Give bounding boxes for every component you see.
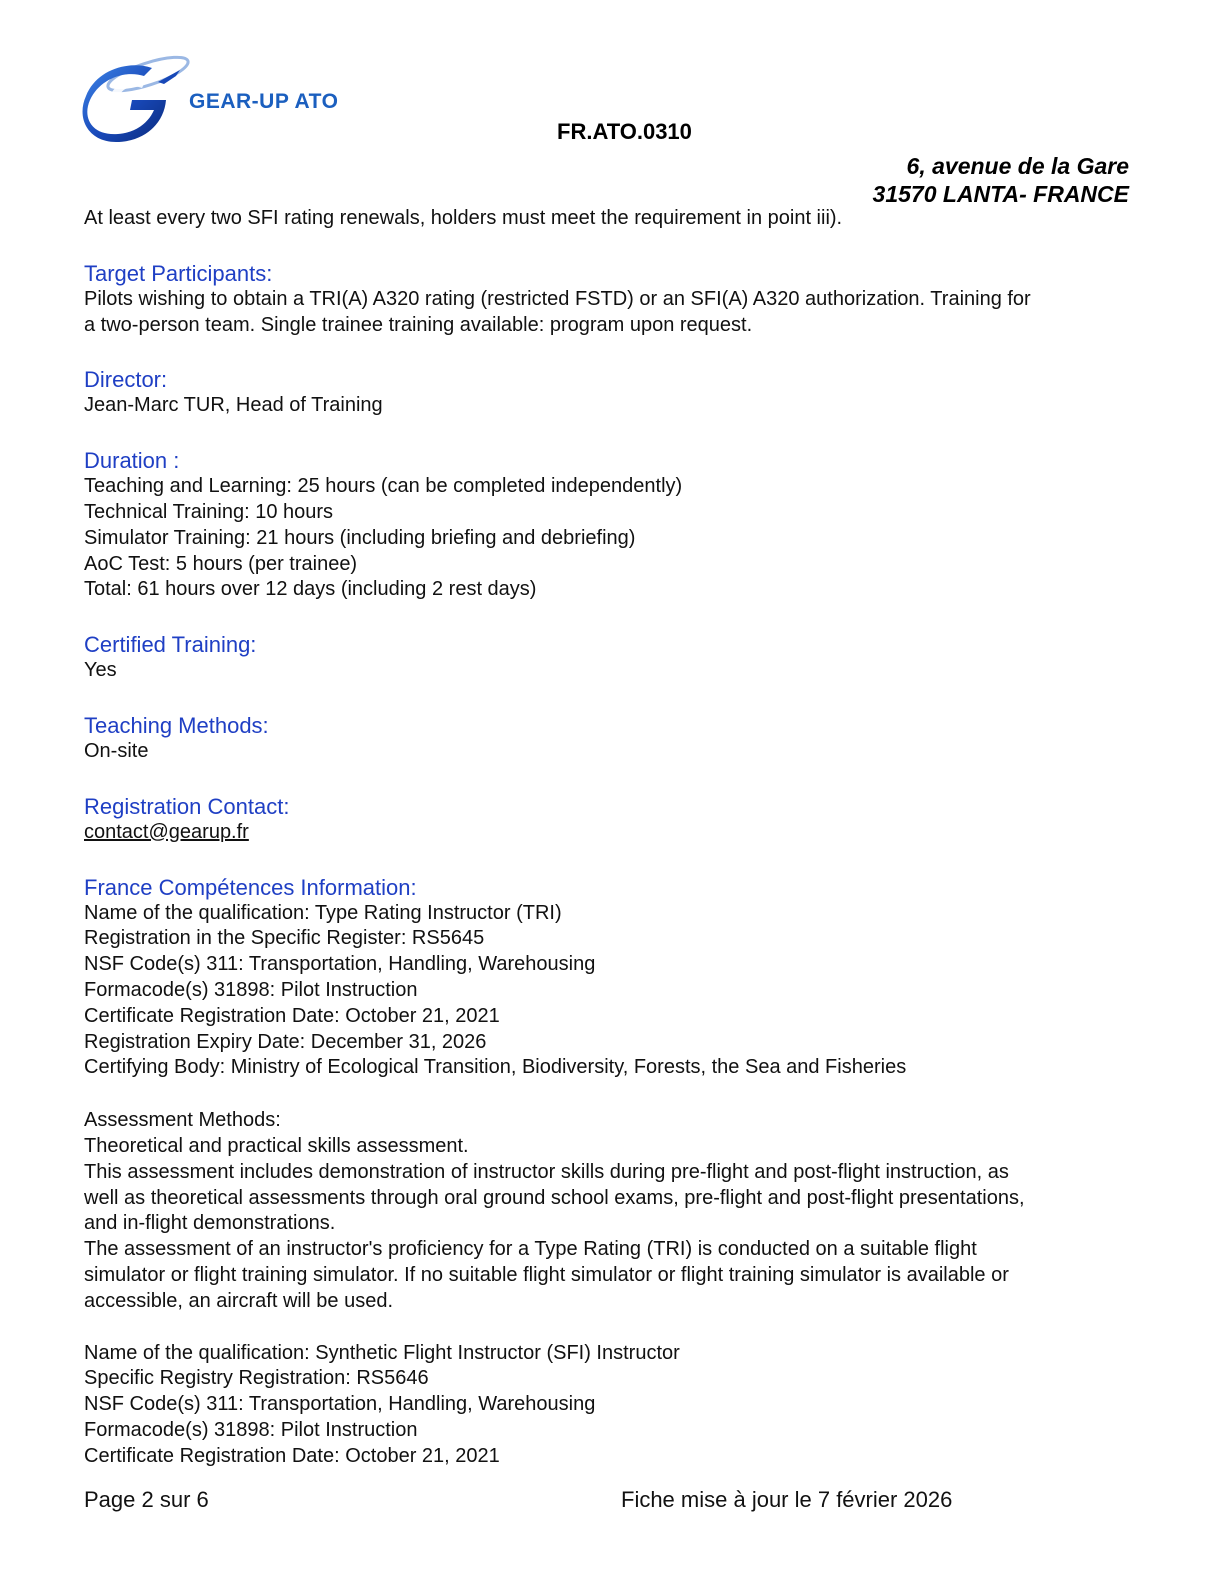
body-line: Teaching and Learning: 25 hours (can be completed independently) xyxy=(84,475,683,498)
body-line: Yes xyxy=(84,659,117,682)
intro-line: At least every two SFI rating renewals, holders must meet the requirement in point iii). xyxy=(84,207,843,229)
logo-text: GEAR-UP ATO xyxy=(189,90,339,113)
body-line: Registration Expiry Date: December 31, 2026 xyxy=(84,1030,487,1053)
body-line: Certifying Body: Ministry of Ecological Transition, Biodiversity, Forests, the Sea and Fisheries xyxy=(84,1056,907,1079)
body-line: Simulator Training: 21 hours (including briefing and debriefing) xyxy=(84,526,636,549)
body-line: The assessment of an instructor's proficiency for a Type Rating (TRI) is conducted on a suitable flight xyxy=(84,1238,977,1261)
body-line: On-site xyxy=(84,739,149,762)
body-line: AoC Test: 5 hours (per trainee) xyxy=(84,552,358,575)
body-line: Registration in the Specific Register: RS5645 xyxy=(84,927,485,950)
body-line: and in-flight demonstrations. xyxy=(84,1212,336,1235)
body-line: This assessment includes demonstration of instructor skills during pre-flight and post-flight instruction, as xyxy=(84,1160,1009,1183)
france-competences-heading: France Compétences Information: xyxy=(84,874,417,900)
teaching-methods-heading: Teaching Methods: xyxy=(84,712,269,738)
body-line: Theoretical and practical skills assessment. xyxy=(84,1134,469,1157)
certified-training-heading: Certified Training: xyxy=(84,632,257,658)
body-line: well as theoretical assessments through oral ground school exams, pre-flight and post-flight presentations, xyxy=(84,1186,1025,1209)
body-line: Name of the qualification: Synthetic Flight Instructor (SFI) Instructor xyxy=(84,1341,680,1364)
ato-code: FR.ATO.0310 xyxy=(557,119,692,144)
body-line: NSF Code(s) 311: Transportation, Handling, Warehousing xyxy=(84,953,596,976)
company-logo xyxy=(82,52,344,142)
address-line: 6, avenue de la Gare xyxy=(906,153,1129,179)
body-line: Formacode(s) 31898: Pilot Instruction xyxy=(84,978,418,1001)
director-heading: Director: xyxy=(84,367,168,393)
body-line: Certificate Registration Date: October 21, 2021 xyxy=(84,1004,500,1027)
body-line: accessible, an aircraft will be used. xyxy=(84,1289,394,1312)
body-line: a two-person team. Single trainee training available: program upon request. xyxy=(84,313,753,336)
body-line: Technical Training: 10 hours xyxy=(84,500,334,523)
body-line: Pilots wishing to obtain a TRI(A) A320 rating (restricted FSTD) or an SFI(A) A320 authorization. Training for xyxy=(84,287,1031,310)
body-line: Total: 61 hours over 12 days (including 2 rest days) xyxy=(84,578,537,601)
body-line: Certificate Registration Date: October 21, 2021 xyxy=(84,1444,500,1467)
assessment-methods-heading: Assessment Methods: xyxy=(84,1109,281,1132)
company-address xyxy=(873,152,1129,208)
body-line: simulator or flight training simulator. If no suitable flight simulator or flight training simulator is available or xyxy=(84,1263,1009,1286)
body-line: Name of the qualification: Type Rating Instructor (TRI) xyxy=(84,901,562,924)
body-line: Jean-Marc TUR, Head of Training xyxy=(84,394,383,417)
body-line: NSF Code(s) 311: Transportation, Handling, Warehousing xyxy=(84,1393,596,1416)
duration-heading: Duration : xyxy=(84,448,180,474)
contact-email-link[interactable]: contact@gearup.fr xyxy=(84,820,249,843)
page-number: Page 2 sur 6 xyxy=(84,1487,209,1512)
registration-contact-heading: Registration Contact: xyxy=(84,793,290,819)
target-participants-heading: Target Participants: xyxy=(84,260,273,286)
last-updated: Fiche mise à jour le 7 février 2026 xyxy=(621,1487,953,1512)
logo-g-emblem-icon xyxy=(82,52,192,142)
body-line: Specific Registry Registration: RS5646 xyxy=(84,1367,429,1390)
document-body xyxy=(84,206,1134,1470)
address-line: 31570 LANTA- FRANCE xyxy=(872,181,1129,207)
body-line: Formacode(s) 31898: Pilot Instruction xyxy=(84,1418,418,1441)
